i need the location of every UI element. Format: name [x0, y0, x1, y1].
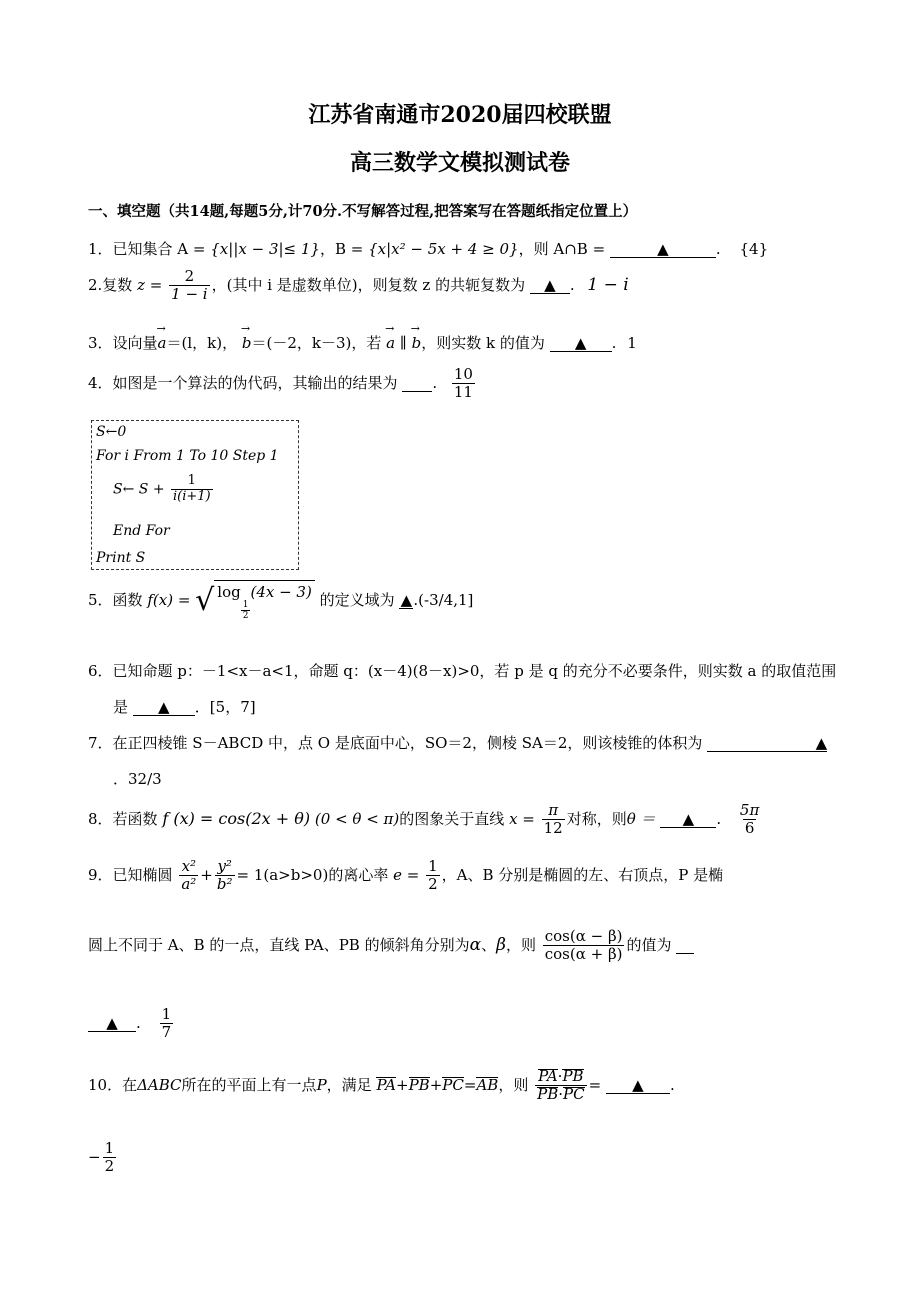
q10-answer-den: 2: [104, 1157, 115, 1176]
q5-text: 的定义域为: [319, 590, 395, 609]
question-6-line-1: 6．已知命题 p：－1<x－a<1，命题 q：(x－4)(8－x)>0，若 p 是 q 的充分不必要条件，则实数 a 的取值范围: [88, 662, 837, 680]
code-line-3-fraction: [171, 474, 213, 505]
q4-answer: [452, 366, 475, 402]
vector-pb-den: PB: [537, 1085, 559, 1104]
q10-triangle: ΔABC: [137, 1075, 182, 1094]
q4-answer-blank: [402, 376, 432, 392]
question-10: [88, 1068, 675, 1104]
q7-text: 7．在正四棱锥 S－ABCD 中，点 O 是底面中心，SO＝2，侧棱 SA＝2，则该棱锥的体积为: [88, 734, 703, 752]
q5-log-base: [241, 600, 251, 622]
q10-answer-blank: [606, 1075, 670, 1094]
vector-pb-num: PB: [562, 1067, 584, 1085]
q5-sqrt: [195, 580, 315, 622]
code-line-1: S←0: [96, 424, 127, 440]
triangle-marker: ▲: [106, 1013, 118, 1032]
q2-var: z: [137, 275, 145, 294]
vector-pa: PA: [376, 1075, 397, 1094]
q2-fraction: [169, 268, 209, 304]
triangle-marker: ▲: [682, 809, 695, 828]
q5-base-num: 1: [242, 600, 249, 610]
q9-b2: b²: [216, 875, 233, 894]
q9-e-num: 1: [428, 857, 438, 875]
question-7: [88, 732, 827, 753]
q5-radicand: [214, 580, 315, 622]
q9-text1: ，A、B 分别是椭圆的左、右顶点，P 是椭: [441, 865, 724, 884]
q10-dot-1: ·: [557, 1067, 563, 1085]
q9-a2: a²: [181, 875, 197, 894]
q5-base-den: 2: [242, 611, 249, 622]
q5-func: f(x): [147, 590, 174, 609]
q10-end: .: [669, 1075, 675, 1094]
q2-answer: 1 − i: [587, 274, 629, 295]
q8-theta: θ ＝: [626, 809, 656, 828]
q9-y2: y²: [217, 857, 232, 875]
q6-answer-blank: [133, 700, 195, 716]
q9-sep: 、: [481, 935, 497, 954]
q3-answer: 1: [627, 334, 637, 352]
q10-answer: [88, 1140, 118, 1176]
vector-b-symbol-2: → b: [412, 334, 422, 352]
code-frac-num: 1: [187, 473, 196, 488]
q10-eq2: =: [588, 1075, 602, 1094]
q8-fraction: [542, 802, 565, 838]
triangle-marker: ▲: [574, 334, 587, 352]
q8-answer: [738, 802, 761, 838]
q9-answer: [160, 1006, 174, 1042]
q5-answer-blank: [399, 590, 413, 609]
vector-ab: AB: [476, 1075, 499, 1094]
q3-text: ，则实数 k 的值为: [421, 334, 545, 352]
q10-text2: ，满足: [326, 1075, 372, 1094]
q8-end: .: [716, 809, 722, 828]
question-6-line-2: [113, 696, 256, 717]
q9-then: ，则: [505, 935, 536, 954]
q10-eq: =: [463, 1075, 477, 1094]
q4-end: .: [432, 373, 438, 392]
q8-text: 的图象关于直线: [399, 809, 505, 828]
q8-answer-num: 5π: [739, 801, 760, 819]
q2-frac-num: 2: [184, 267, 195, 285]
question-9-line-2: [88, 928, 694, 964]
q2-eq: =: [149, 275, 163, 294]
q9-eq1: = 1: [236, 865, 264, 884]
q10-then: ，则: [498, 1075, 529, 1094]
q9-prefix: 9．已知椭圆: [88, 865, 173, 884]
triangle-marker: ▲: [815, 734, 828, 752]
q9-alpha: α: [469, 934, 482, 955]
question-9-line-3: [88, 1006, 175, 1042]
q9-answer-blank: [88, 1013, 136, 1032]
q9-x-fraction: [179, 858, 198, 894]
q1-end: .: [715, 240, 721, 258]
q10-plus-1: +: [396, 1075, 409, 1094]
q10-answer-fraction: [103, 1140, 117, 1176]
q9-e-den: 2: [428, 875, 438, 894]
q5-arg: (4x − 3): [250, 583, 312, 601]
triangle-marker: ▲: [657, 240, 669, 258]
sqrt-sign-icon: √: [195, 582, 215, 618]
q9-line2-tail: 的值为: [626, 935, 672, 954]
q4-answer-num: 10: [453, 365, 473, 383]
q10-prefix: 10．在: [88, 1075, 138, 1094]
q8-answer-blank: [660, 809, 716, 828]
section-heading: 一、填空题（共14题,每题5分,计70分.不写解答过程,把答案写在答题纸指定位置上）: [88, 203, 638, 220]
q9-ratio: [543, 928, 625, 964]
q3-a-value: ＝(l，k)，: [166, 334, 238, 352]
q4-text: 4．如图是一个算法的伪代码，其输出的结果为: [88, 373, 398, 392]
q3-end: .: [611, 334, 617, 352]
q2-end: .: [569, 275, 575, 294]
q10-ratio-num: [536, 1068, 585, 1085]
q5-prefix: 5．函数: [88, 590, 143, 609]
q1-answer-blank: [610, 242, 716, 258]
q10-text1: 所在的平面上有一点: [181, 1075, 317, 1094]
q9-beta: β: [496, 934, 506, 955]
question-1: [88, 238, 768, 259]
q8-frac-num: π: [548, 801, 559, 819]
vector-pc: PC: [442, 1075, 464, 1094]
q3-answer-blank: [550, 336, 612, 352]
triangle-marker: ▲: [632, 1075, 644, 1094]
q8-answer-den: 6: [744, 819, 755, 838]
q1-tail: ，则 A∩B =: [518, 240, 606, 258]
question-3: [88, 332, 637, 353]
q2-prefix: 2.复数: [88, 275, 133, 294]
question-2: [88, 268, 629, 304]
q10-p: P: [316, 1075, 327, 1094]
question-5: [88, 580, 473, 622]
q9-ratio-den: cos(α + β): [544, 945, 623, 964]
q1-set-b: {x|x² − 5x + 4 ≥ 0}: [368, 240, 519, 258]
q6-line2-prefix: 是: [113, 698, 129, 716]
q10-answer-sign: −: [88, 1147, 101, 1166]
question-4: [88, 366, 477, 402]
q7-answer: ．32/3: [113, 770, 162, 788]
code-line-5: Print S: [96, 550, 146, 566]
q9-e-fraction: [426, 858, 440, 894]
vector-pa-num: PA: [538, 1067, 558, 1085]
q10-answer-num: 1: [104, 1139, 115, 1157]
q2-frac-den: 1 − i: [171, 285, 208, 304]
code-frac-den: i(i+1): [173, 488, 211, 504]
q9-x2: x²: [181, 857, 197, 875]
triangle-marker: ▲: [544, 275, 556, 294]
q3-prefix: 3．设向量: [88, 334, 158, 352]
q3-b-value: ＝(－2，k－3)，若: [251, 334, 382, 352]
q8-cond: (0 < θ < π): [314, 809, 400, 828]
code-line-3-prefix: S← S +: [113, 481, 165, 498]
question-8: [88, 802, 763, 838]
q9-y-fraction: [215, 858, 235, 894]
q10-dot-2: ·: [558, 1085, 564, 1104]
vector-pb: PB: [408, 1075, 430, 1094]
q2-answer-blank: [530, 275, 570, 294]
q10-ratio-den: [535, 1085, 586, 1103]
q2-text: ，(其中 i 是虚数单位)，则复数 z 的共轭复数为: [211, 275, 526, 294]
q6-answer: ．[5，7]: [194, 698, 256, 716]
q8-text2: 对称，则: [566, 809, 627, 828]
q1-set-a: {x||x − 3|≤ 1}: [210, 240, 320, 258]
q8-x-eq: x =: [509, 809, 535, 828]
q8-func: f (x) = cos(2x + θ): [162, 808, 311, 828]
q3-parallel: ∥: [399, 334, 407, 352]
q1-mid: ，B =: [319, 240, 364, 258]
q1-answer: {4}: [739, 240, 769, 258]
triangle-marker: ▲: [158, 698, 170, 716]
q9-answer-num: 1: [161, 1005, 172, 1023]
vector-a-symbol-2: → a: [386, 334, 395, 352]
title-line-2: 高三数学文模拟测试卷: [349, 150, 570, 176]
q9-blank-start: [676, 938, 694, 954]
vector-b-symbol: → b: [242, 334, 252, 352]
q7-answer-blank: [707, 736, 827, 752]
q9-e-eq: e =: [393, 865, 420, 884]
q9-cond: (a>b>0)的离心率: [263, 865, 389, 884]
q9-plus: +: [200, 865, 213, 884]
title-line-1: 江苏省南通市2020届四校联盟: [308, 102, 612, 128]
q10-ratio: [535, 1068, 586, 1104]
vector-pc-den: PC: [563, 1085, 585, 1104]
q5-log: log: [217, 583, 241, 601]
q9-ratio-num: cos(α − β): [544, 927, 623, 945]
question-9-line-1: [88, 858, 723, 894]
q8-frac-den: 12: [543, 819, 563, 838]
triangle-marker: ▲: [400, 590, 413, 609]
q9-answer-den: 7: [161, 1023, 172, 1042]
code-line-4: End For: [113, 523, 170, 539]
q8-prefix: 8．若函数: [88, 809, 158, 828]
q10-plus-2: +: [429, 1075, 443, 1094]
code-line-3: [113, 474, 215, 505]
q1-prefix: 1．已知集合 A =: [88, 240, 206, 258]
q9-line2-prefix: 圆上不同于 A、B 的一点，直线 PA、PB 的倾斜角分别为: [88, 935, 470, 954]
q4-answer-den: 11: [453, 383, 473, 402]
vector-a-symbol: → a: [158, 334, 167, 352]
q5-answer: .(-3/4,1]: [413, 590, 474, 609]
q9-end: .: [136, 1013, 141, 1032]
code-line-2: For i From 1 To 10 Step 1: [96, 448, 279, 464]
q5-eq: =: [173, 590, 191, 609]
